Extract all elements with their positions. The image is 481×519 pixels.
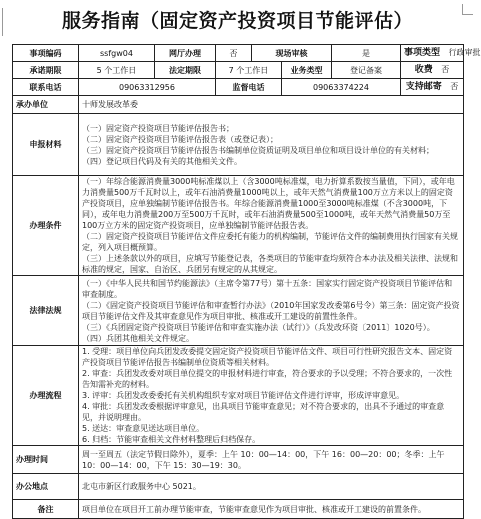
- phone-value: 09063312956: [79, 79, 216, 96]
- process-line: 6. 归档：节能审查相关文件材料整理后归档保存。: [82, 435, 261, 444]
- row-conditions: [13, 176, 464, 276]
- process-line: 4. 审批：兵团发改委根据评审意见，出具项目节能审查意见；对不符合要求的，出具不予通过的审查意见，并说明理由。: [82, 402, 445, 422]
- row-unit: [13, 96, 464, 114]
- conditions-line: （一）年综合能源消费量3000吨标准煤以上（含3000吨标准煤，电力折算系数按当量值，下同），或年电力消费量500万千瓦时以上，或年石油消费量1000吨以上，或年天然气消费量100万立方米以上的固定资产投资项目，应单独编制节能评估报告书。年综合能源消费量1000至3000吨标准煤（不含3000吨，下同），或年电力消费量200万至500万千瓦时，或年石油消费量500至1000吨，或年天然气消费量50万至100万立方米的固定资产投资项目，应单独编制节能评估报告表。: [82, 177, 455, 230]
- place-label: 办公地点: [13, 474, 79, 500]
- biz-label: 业务类型: [282, 62, 332, 79]
- conditions-line: （二）固定资产投资项目节能评估文件应委托有能力的机构编制，节能评估文件的编制费用执行国家有关规定，列入项目概预算。: [82, 232, 458, 252]
- legal-value: 7 个工作日: [216, 62, 282, 79]
- law-line: （一）《中华人民共和国节约能源法》（主席令第77号）第十五条：国家实行固定资产投资项目节能评估和审查制度。: [82, 278, 453, 299]
- materials-text: [79, 114, 464, 176]
- code-value: ssfgw04: [79, 45, 155, 62]
- process-line: 5. 送达：审查意见送达项目单位。: [82, 424, 205, 433]
- materials-label: 申报材料: [13, 114, 79, 176]
- sup-value: 09063374224: [282, 79, 401, 96]
- guide-table: [12, 44, 481, 519]
- law-label: 法律法规: [13, 276, 79, 346]
- row-place: [13, 474, 464, 500]
- onsite-label: 现场审核: [252, 45, 332, 62]
- onsite-value: 是: [332, 45, 401, 62]
- commit-label: 承诺期限: [13, 62, 79, 79]
- commit-value: 5 个工作日: [79, 62, 155, 79]
- row-hours: [13, 446, 464, 474]
- legal-label: 法定期限: [155, 62, 216, 79]
- materials-line: （四）登记项目代码及有关的其他相关文件。: [82, 156, 242, 166]
- row-remark: [13, 500, 464, 519]
- type-label: 事项类型: [404, 48, 441, 58]
- row-process: [13, 346, 464, 446]
- sup-label: 监督电话: [216, 79, 282, 96]
- mail-value: 否: [450, 82, 459, 91]
- place-value: 北屯市新区行政服务中心 5021。: [79, 474, 464, 500]
- law-line: （三）《兵团固定资产投资项目节能评估和审查实施办法（试行）》（兵发改环资〔2011〕1020号）。: [82, 322, 435, 332]
- process-line: 3. 评审：兵团发改委委托有关机构组织专家对项目节能评估文件进行评审，形成评审意见。: [82, 391, 405, 400]
- type-value: 行政审批: [448, 48, 481, 57]
- hours-label: 办理时间: [13, 446, 79, 474]
- gate-label: 网厅办理: [155, 45, 216, 62]
- fee-cell: [401, 62, 464, 79]
- unit-label: 承办单位: [13, 96, 79, 114]
- code-label: 事项编码: [13, 45, 79, 62]
- page-title: 服务指南（固定资产投资项目节能评估）: [61, 10, 413, 32]
- phone-label: 联系电话: [13, 79, 79, 96]
- law-line: （四）兵团其他相关文件规定。: [82, 333, 194, 343]
- fee-value: 否: [441, 65, 450, 74]
- process-label: 办理流程: [13, 346, 79, 446]
- mail-label: 支持邮寄: [405, 82, 442, 92]
- row-materials: [13, 114, 464, 176]
- law-text: [79, 276, 464, 346]
- unit-value: 十师发展改革委: [79, 96, 464, 114]
- row-term: [13, 62, 464, 79]
- conditions-text: [79, 176, 464, 276]
- row-law: [13, 276, 464, 346]
- materials-line: （三）固定资产投资项目节能评估报告书编制单位资质证明及项目单位和项目设计单位的有关材料；: [82, 145, 434, 155]
- row-phone: [13, 79, 464, 96]
- mail-cell: [401, 79, 464, 96]
- biz-value: 登记备案: [332, 62, 401, 79]
- process-text: [79, 346, 464, 446]
- type-cell: [401, 45, 481, 62]
- process-line: 2. 审查：兵团发改委对项目单位提交的申报材料进行审查，符合要求的予以受理；不符合要求的，一次性告知需补充的材料。: [82, 369, 453, 389]
- fee-label: 收费: [414, 65, 433, 75]
- conditions-label: 办理条件: [13, 176, 79, 276]
- materials-line: （一）固定资产投资项目节能评估报告书；: [82, 123, 234, 133]
- remark-value: 项目单位在项目开工前办理节能审查，节能审查意见作为项目审批、核准或开工建设的前置条件。: [79, 500, 464, 519]
- materials-line: （二）固定资产投资项目节能评估报告表（或登记表）；: [82, 134, 278, 144]
- process-line: 1. 受理：项目单位向兵团发改委提交固定资产投资项目节能评估文件、项目可行性研究报告文本、固定资产投资项目节能评估报告书编制单位资质等相关材料。: [82, 347, 453, 367]
- hours-value: 周一至周五（法定节假日除外），夏季：上午 10：00—14：00，下午 16：00—20：00；冬季：上午 10：00—14：00，下午 15：30—19：30。: [79, 446, 464, 474]
- conditions-line: （三）上述条款以外的项目，应填写节能登记表，各类项目的节能审查均须符合本办法及相关法律、法规和标准的规定，国家、自治区、兵团另有规定的从其规定。: [82, 254, 458, 274]
- row-code: [13, 45, 464, 62]
- law-line: （二）《固定资产投资项目节能评估和审查暂行办法》（2010年国家发改委第6号令）第三条：固定资产投资项目节能评估文件及其审查意见作为项目审批、核准或开工建设的前置性条件。: [82, 300, 460, 321]
- remark-label: 备注: [13, 500, 79, 519]
- gate-value: 否: [216, 45, 252, 62]
